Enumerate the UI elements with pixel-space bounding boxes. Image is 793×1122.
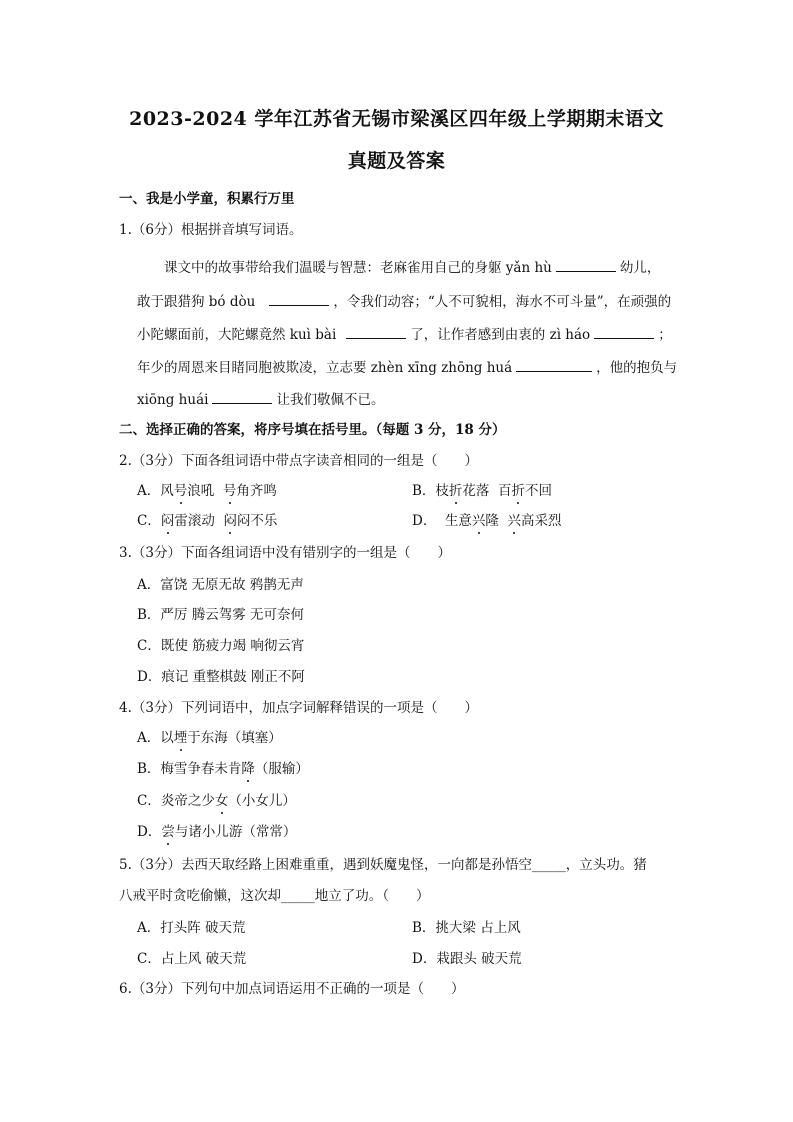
q2-option-d[interactable] <box>412 509 562 529</box>
q4-stem: 4.（3分）下列词语中，加点字词解释错误的一项是（ ） <box>119 700 478 716</box>
option-text: （服输） <box>254 761 309 777</box>
q3-option-d[interactable]: D．痕记 重整棋鼓 刚正不阿 <box>137 669 305 685</box>
q1-para-line3 <box>137 323 672 343</box>
option-text: C． <box>137 513 161 529</box>
q5-option-a[interactable]: A．打头阵 破天荒 <box>137 920 246 936</box>
q1-text: 敢于跟猎狗 bó dòu <box>137 294 256 310</box>
q2-option-b[interactable] <box>412 479 552 499</box>
q1-stem: 1.（6分）根据拼音填写词语。 <box>119 222 303 238</box>
section2-heading: 二、选择正确的答案，将序号填在括号里。（每题 3 分，18 分） <box>119 422 506 438</box>
q5-stem-line2: 八戒平时贪吃偷懒，这次却_____地立了功。（ ） <box>119 888 430 904</box>
q1-text: 课文中的故事带给我们温暖与智慧：老麻雀用自己的身躯 yǎn hù <box>164 260 552 276</box>
dotted-char: 兴 <box>471 513 486 529</box>
dotted-char: 闷 <box>223 513 237 529</box>
q1-text: 幼儿， <box>619 260 661 276</box>
q5-stem-line1: 5.（3分）去西天取经路上困难重重，遇到妖魔鬼怪，一向都是孙悟空_____，立头功。猪 <box>119 857 647 873</box>
dotted-char: 号 <box>222 483 237 499</box>
option-text: C．炎帝之少 <box>137 793 215 809</box>
q1-para-line2 <box>137 290 671 310</box>
answer-blank[interactable] <box>212 389 272 404</box>
q5-option-c[interactable]: C．占上风 破天荒 <box>137 951 247 967</box>
option-text: 于东海（填塞） <box>187 730 282 746</box>
q1-text: ； <box>658 327 672 343</box>
q3-option-b[interactable]: B．严厉 腾云驾雾 无可奈何 <box>137 607 305 623</box>
q2-option-a[interactable] <box>137 479 277 499</box>
q1-text: xiōng huái <box>137 392 209 408</box>
option-text: 花落 百 <box>462 483 512 499</box>
answer-blank[interactable] <box>346 324 406 339</box>
q1-para-line4 <box>137 356 677 376</box>
q6-stem: 6.（3分）下列句中加点词语运用不正确的一项是（ ） <box>119 981 465 997</box>
document-title-line1: 2023-2024 学年江苏省无锡市梁溪区四年级上学期期末语文 <box>129 108 664 130</box>
q3-option-a[interactable]: A．富饶 无原无故 鸦鹊无声 <box>137 577 304 593</box>
q1-text: 年少的周恩来目睹同胞被欺凌，立志要 zhèn xīng zhōng huá <box>137 360 513 376</box>
answer-blank[interactable] <box>516 357 592 372</box>
q4-option-b[interactable] <box>137 757 309 777</box>
q3-stem: 3.（3分）下面各组词语中没有错别字的一组是（ ） <box>119 545 451 561</box>
q1-text: 让我们敬佩不已。 <box>276 392 385 408</box>
q2-option-c[interactable] <box>137 509 277 529</box>
option-text: B．梅雪争春未肯 <box>137 761 242 777</box>
q4-option-c[interactable] <box>137 789 296 809</box>
q1-para-line1 <box>164 256 660 276</box>
dotted-char: 兴 <box>507 513 521 529</box>
option-text: D． <box>137 824 162 840</box>
q5-option-b[interactable]: B．挑大梁 占上风 <box>412 920 521 936</box>
option-text: 雷滚动 <box>174 513 224 529</box>
option-text: 浪吼 <box>187 483 223 499</box>
answer-blank[interactable] <box>594 324 654 339</box>
q1-text: 小陀螺面前，大陀螺竟然 kuì bài <box>137 327 337 343</box>
option-text: 不回 <box>525 483 553 499</box>
q1-text: ，令我们动容；“人不可貌相，海水不可斗量”，在顽强的 <box>333 294 672 310</box>
q1-text: 了，让作者感到由衷的 zì háo <box>410 327 591 343</box>
option-text: 与诸小儿游（常常） <box>174 824 297 840</box>
q4-option-a[interactable] <box>137 726 282 746</box>
dotted-char: 降 <box>241 761 255 777</box>
option-text: B．枝 <box>412 483 449 499</box>
dotted-char: 号 <box>173 483 188 499</box>
option-text: 角齐鸣 <box>236 483 277 499</box>
option-text: D． 生意 <box>412 513 472 529</box>
q3-option-c[interactable]: C．既使 筋疲力竭 响彻云宵 <box>137 638 305 654</box>
answer-blank[interactable] <box>269 291 329 306</box>
section1-heading: 一、我是小学童，积累行万里 <box>119 191 295 207</box>
option-text: 高采烈 <box>521 513 562 529</box>
dotted-char: 闷 <box>160 513 175 529</box>
dotted-char: 折 <box>511 483 526 499</box>
option-text: A．风 <box>137 483 174 499</box>
dotted-char: 堙 <box>173 730 188 746</box>
dotted-char: 女 <box>214 793 229 809</box>
q5-option-d[interactable]: D．栽跟头 破天荒 <box>412 951 522 967</box>
document-title-line2: 真题及答案 <box>347 150 446 172</box>
dotted-char: 尝 <box>161 824 175 840</box>
option-text: 隆 <box>485 513 508 529</box>
q1-para-line5 <box>137 388 384 408</box>
answer-blank[interactable] <box>556 257 616 272</box>
q1-text: ，他的抱负与 <box>596 360 678 376</box>
option-text: A．以 <box>137 730 174 746</box>
dotted-char: 折 <box>448 483 463 499</box>
q2-stem: 2.（3分）下面各组词语中带点字读音相同的一组是（ ） <box>119 453 478 469</box>
option-text: 闷不乐 <box>236 513 278 529</box>
q4-option-d[interactable] <box>137 820 296 840</box>
option-text: （小女儿） <box>228 793 296 809</box>
